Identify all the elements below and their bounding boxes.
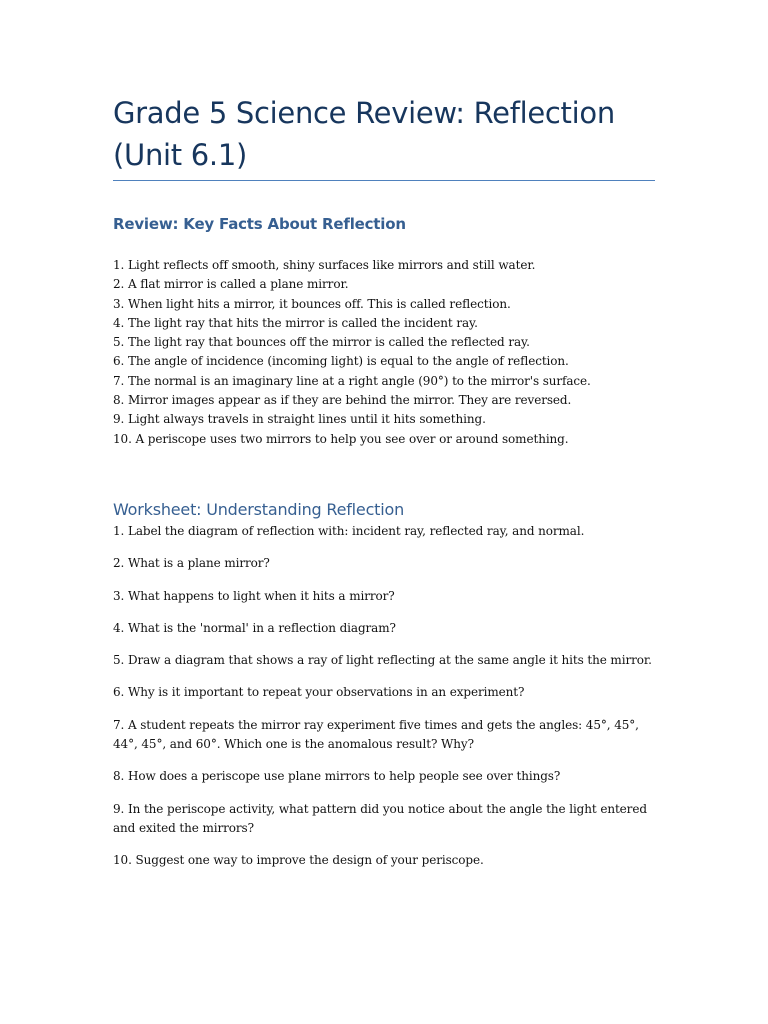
fact-item: 9. Light always travels in straight lines until it hits something. [113, 412, 486, 427]
worksheet-question: 3. What happens to light when it hits a mirror? [113, 588, 395, 603]
worksheet-question-list [113, 522, 658, 884]
worksheet-heading: Worksheet: Understanding Reflection [113, 500, 405, 519]
worksheet-question: 2. What is a plane mirror? [113, 556, 270, 571]
fact-item: 7. The normal is an imaginary line at a right angle (90°) to the mirror's surface. [113, 373, 591, 388]
worksheet-question: 6. Why is it important to repeat your observations in an experiment? [113, 685, 525, 700]
fact-item: 1. Light reflects off smooth, shiny surfaces like mirrors and still water. [113, 258, 536, 272]
worksheet-question: 10. Suggest one way to improve the design of your periscope. [113, 853, 484, 868]
worksheet-question: 8. How does a periscope use plane mirrors to help people see over things? [113, 769, 561, 784]
fact-item: 2. A flat mirror is called a plane mirror. [113, 277, 349, 292]
worksheet-question: 9. In the periscope activity, what pattern did you notice about the angle the light entered and exited the mirrors? [113, 801, 647, 835]
fact-item: 10. A periscope uses two mirrors to help you see over or around something. [113, 431, 569, 446]
fact-item: 5. The light ray that bounces off the mirror is called the reflected ray. [113, 335, 530, 350]
document-title: Grade 5 Science Review: Reflection (Unit 6.1) [113, 96, 615, 172]
worksheet-question: 1. Label the diagram of reflection with: incident ray, reflected ray, and normal. [113, 524, 585, 538]
fact-item: 4. The light ray that hits the mirror is called the incident ray. [113, 315, 478, 330]
worksheet-question: 4. What is the 'normal' in a reflection diagram? [113, 620, 396, 635]
fact-item: 3. When light hits a mirror, it bounces off. This is called reflection. [113, 296, 511, 311]
worksheet-question: 7. A student repeats the mirror ray experiment five times and gets the angles: 45°, 45°, 44°, 45°, and 60°. Which one is the anomalous result? Why? [113, 717, 639, 752]
fact-item: 6. The angle of incidence (incoming light) is equal to the angle of reflection. [113, 354, 569, 369]
key-facts-heading: Review: Key Facts About Reflection [113, 215, 406, 233]
fact-item: 8. Mirror images appear as if they are behind the mirror. They are reversed. [113, 393, 572, 408]
title-underline [113, 180, 655, 181]
worksheet-question: 5. Draw a diagram that shows a ray of light reflecting at the same angle it hits the mirror. [113, 653, 652, 668]
key-facts-list [113, 256, 658, 449]
